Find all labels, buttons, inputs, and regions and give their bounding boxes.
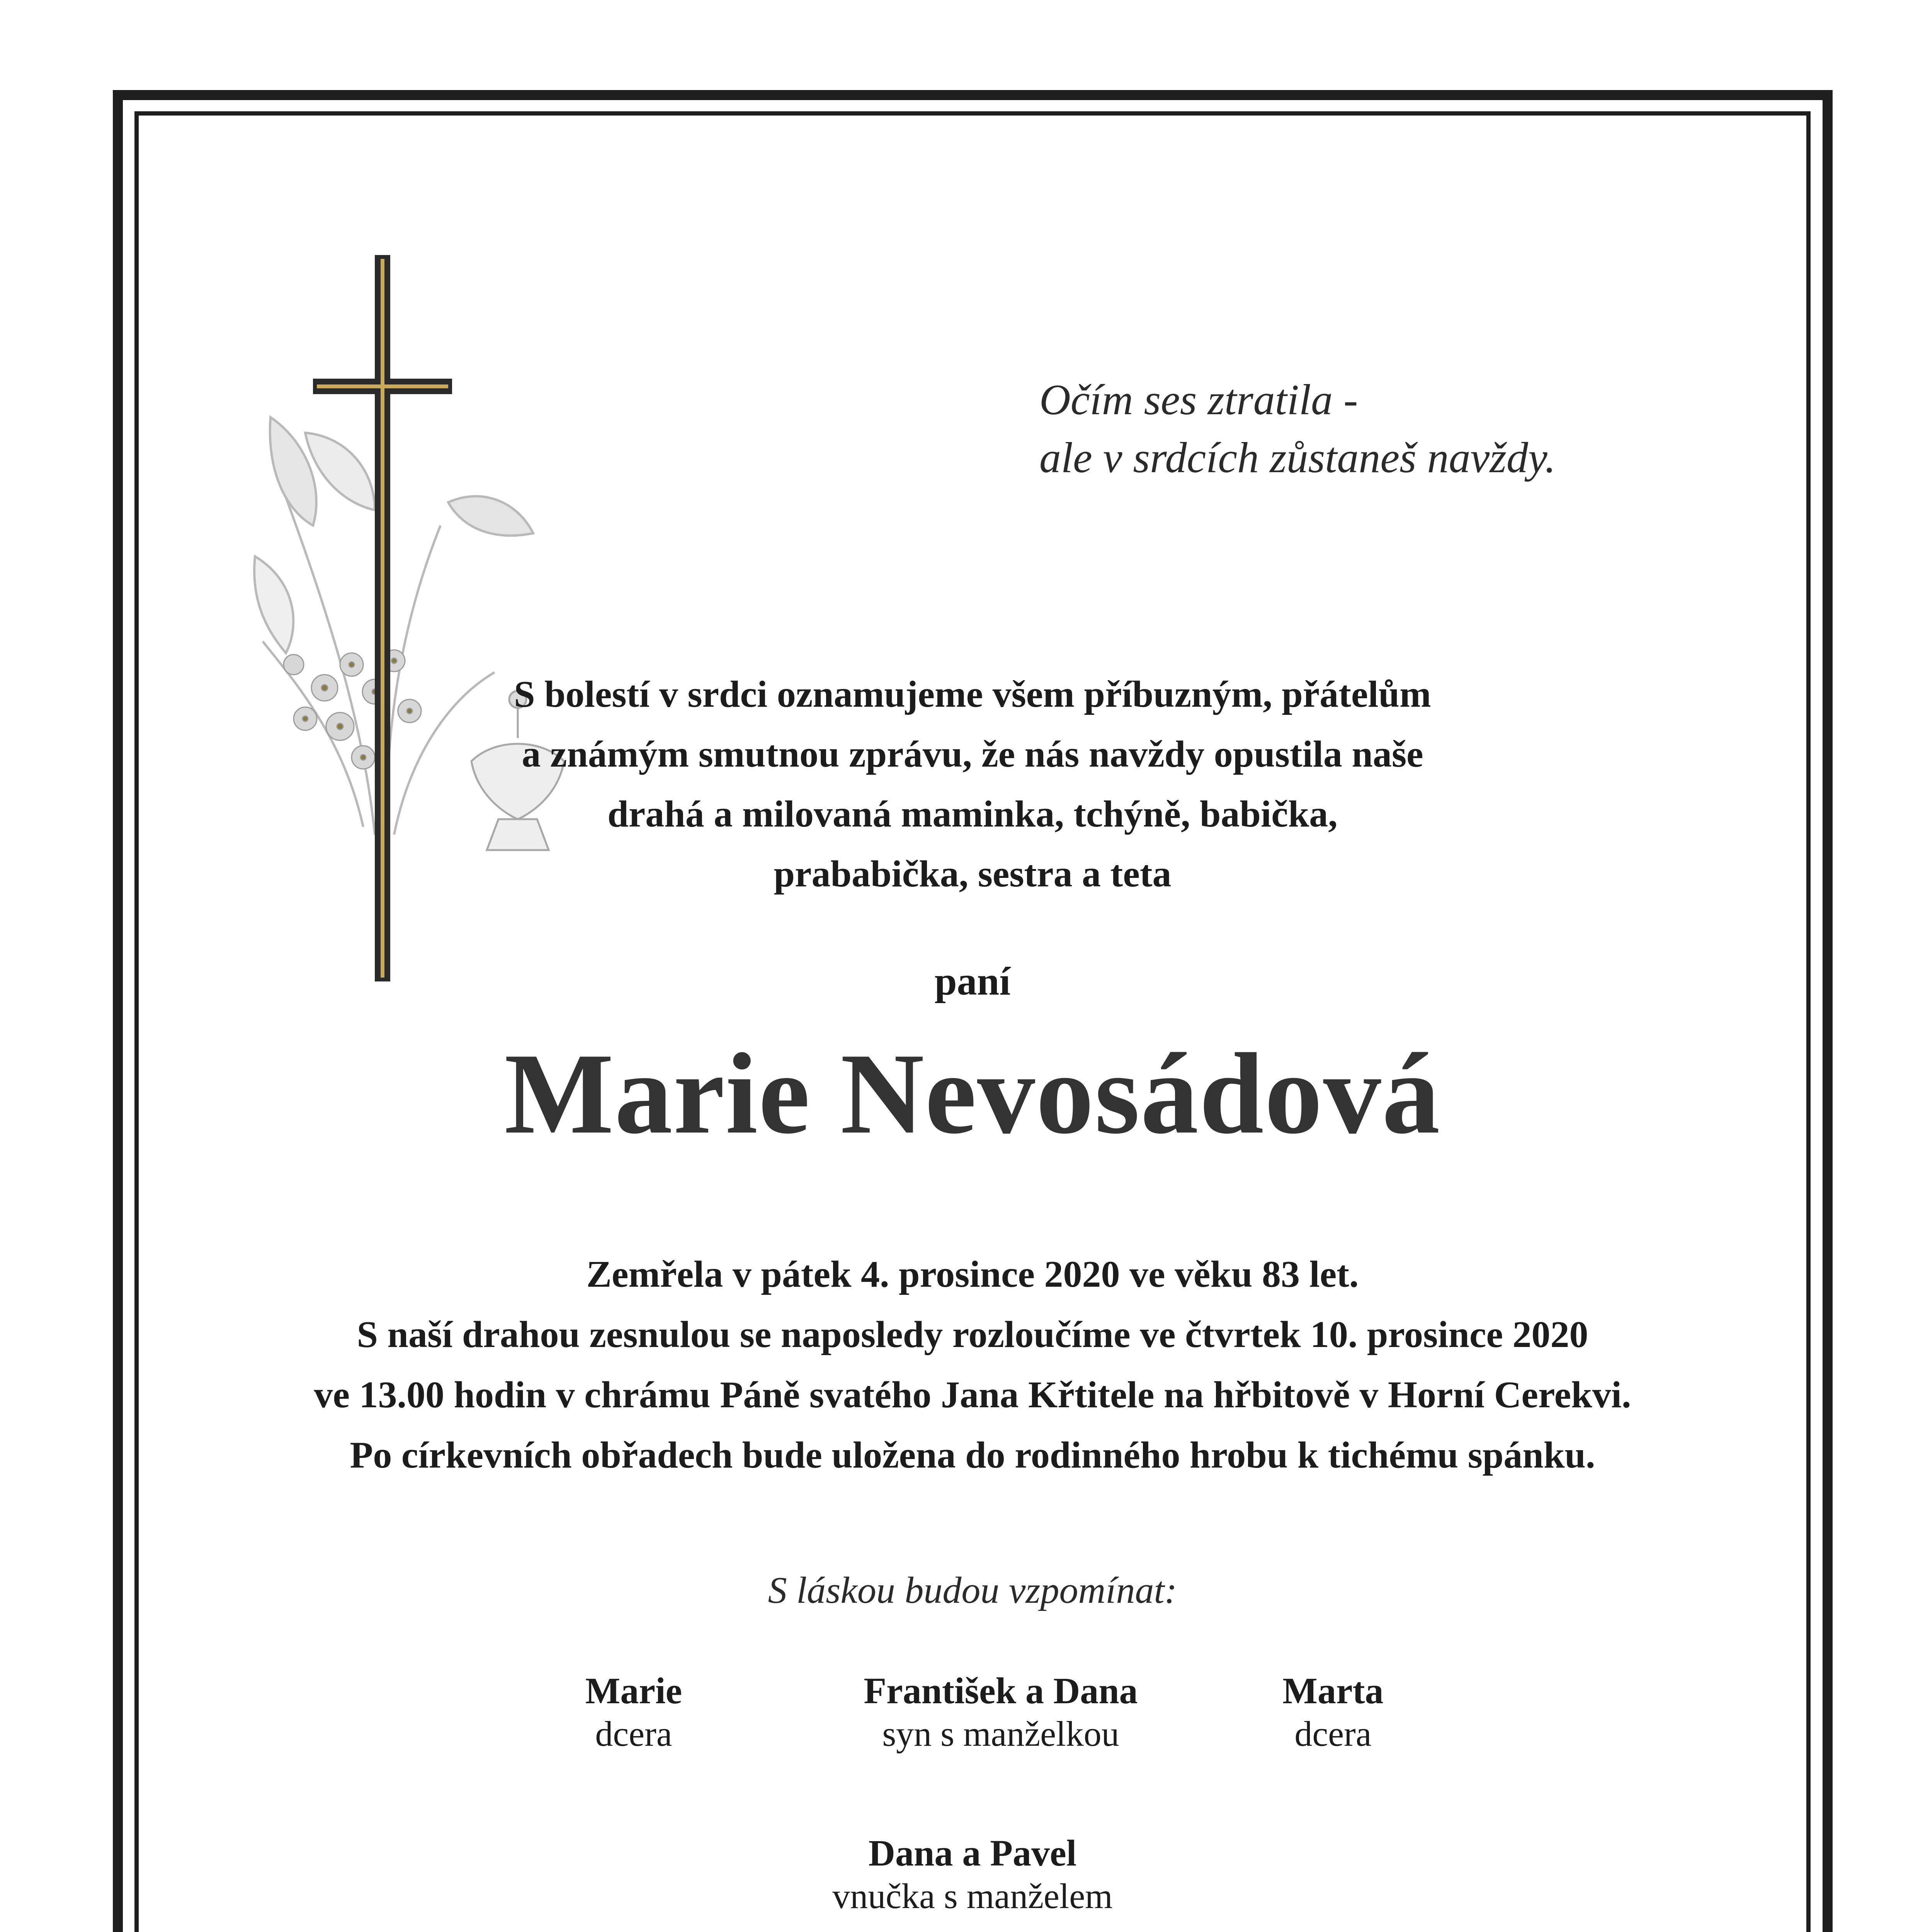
announcement (134, 665, 1811, 904)
mourner (134, 1832, 1811, 1917)
details-line: Zemřela v pátek 4. prosince 2020 ve věku 83 let. (586, 1253, 1359, 1295)
mourner-name: Marie (585, 1670, 682, 1711)
deceased-name: Marie Nevosádová (504, 1029, 1441, 1158)
motto-line: ale v srdcích zůstaneš navždy. (1039, 434, 1556, 482)
mourner-relation: dcera (1294, 1714, 1372, 1753)
details-line: ve 13.00 hodin v chrámu Páně svatého Jana Křtitele na hřbitově v Horní Cerekvi. (314, 1374, 1631, 1416)
mourner-relation: dcera (595, 1714, 672, 1753)
details-line: S naší drahou zesnulou se naposledy rozloučíme ve čtvrtek 10. prosince 2020 (357, 1314, 1588, 1355)
mourner-name: Marta (1282, 1670, 1384, 1711)
mourner (788, 1669, 1213, 1755)
mourner-relation: syn s manželkou (882, 1714, 1119, 1753)
mourner (479, 1669, 788, 1755)
details-line: Po církevních obřadech bude uložena do rodinného hrobu k tichému spánku. (350, 1434, 1595, 1476)
announcement-line: S bolestí v srdci oznamujeme všem příbuzným, přátelům (514, 673, 1431, 715)
honorific: paní (934, 959, 1011, 1003)
remember-heading: S láskou budou vzpomínat: (768, 1570, 1177, 1611)
mourner (1178, 1669, 1488, 1755)
mourner-relation: vnučka s manželem (832, 1876, 1113, 1916)
announcement-line: prababička, sestra a teta (774, 853, 1172, 895)
funeral-details (134, 1244, 1811, 1485)
announcement-line: a známým smutnou zprávu, že nás navždy opustila naše (522, 733, 1423, 775)
mourner-name: Dana a Pavel (868, 1832, 1077, 1874)
announcement-line: drahá a milovaná maminka, tchýně, babička, (607, 793, 1338, 835)
motto-line: Očím ses ztratila - (1039, 376, 1358, 424)
motto (1039, 371, 1696, 487)
mourner-name: František a Dana (864, 1670, 1138, 1711)
